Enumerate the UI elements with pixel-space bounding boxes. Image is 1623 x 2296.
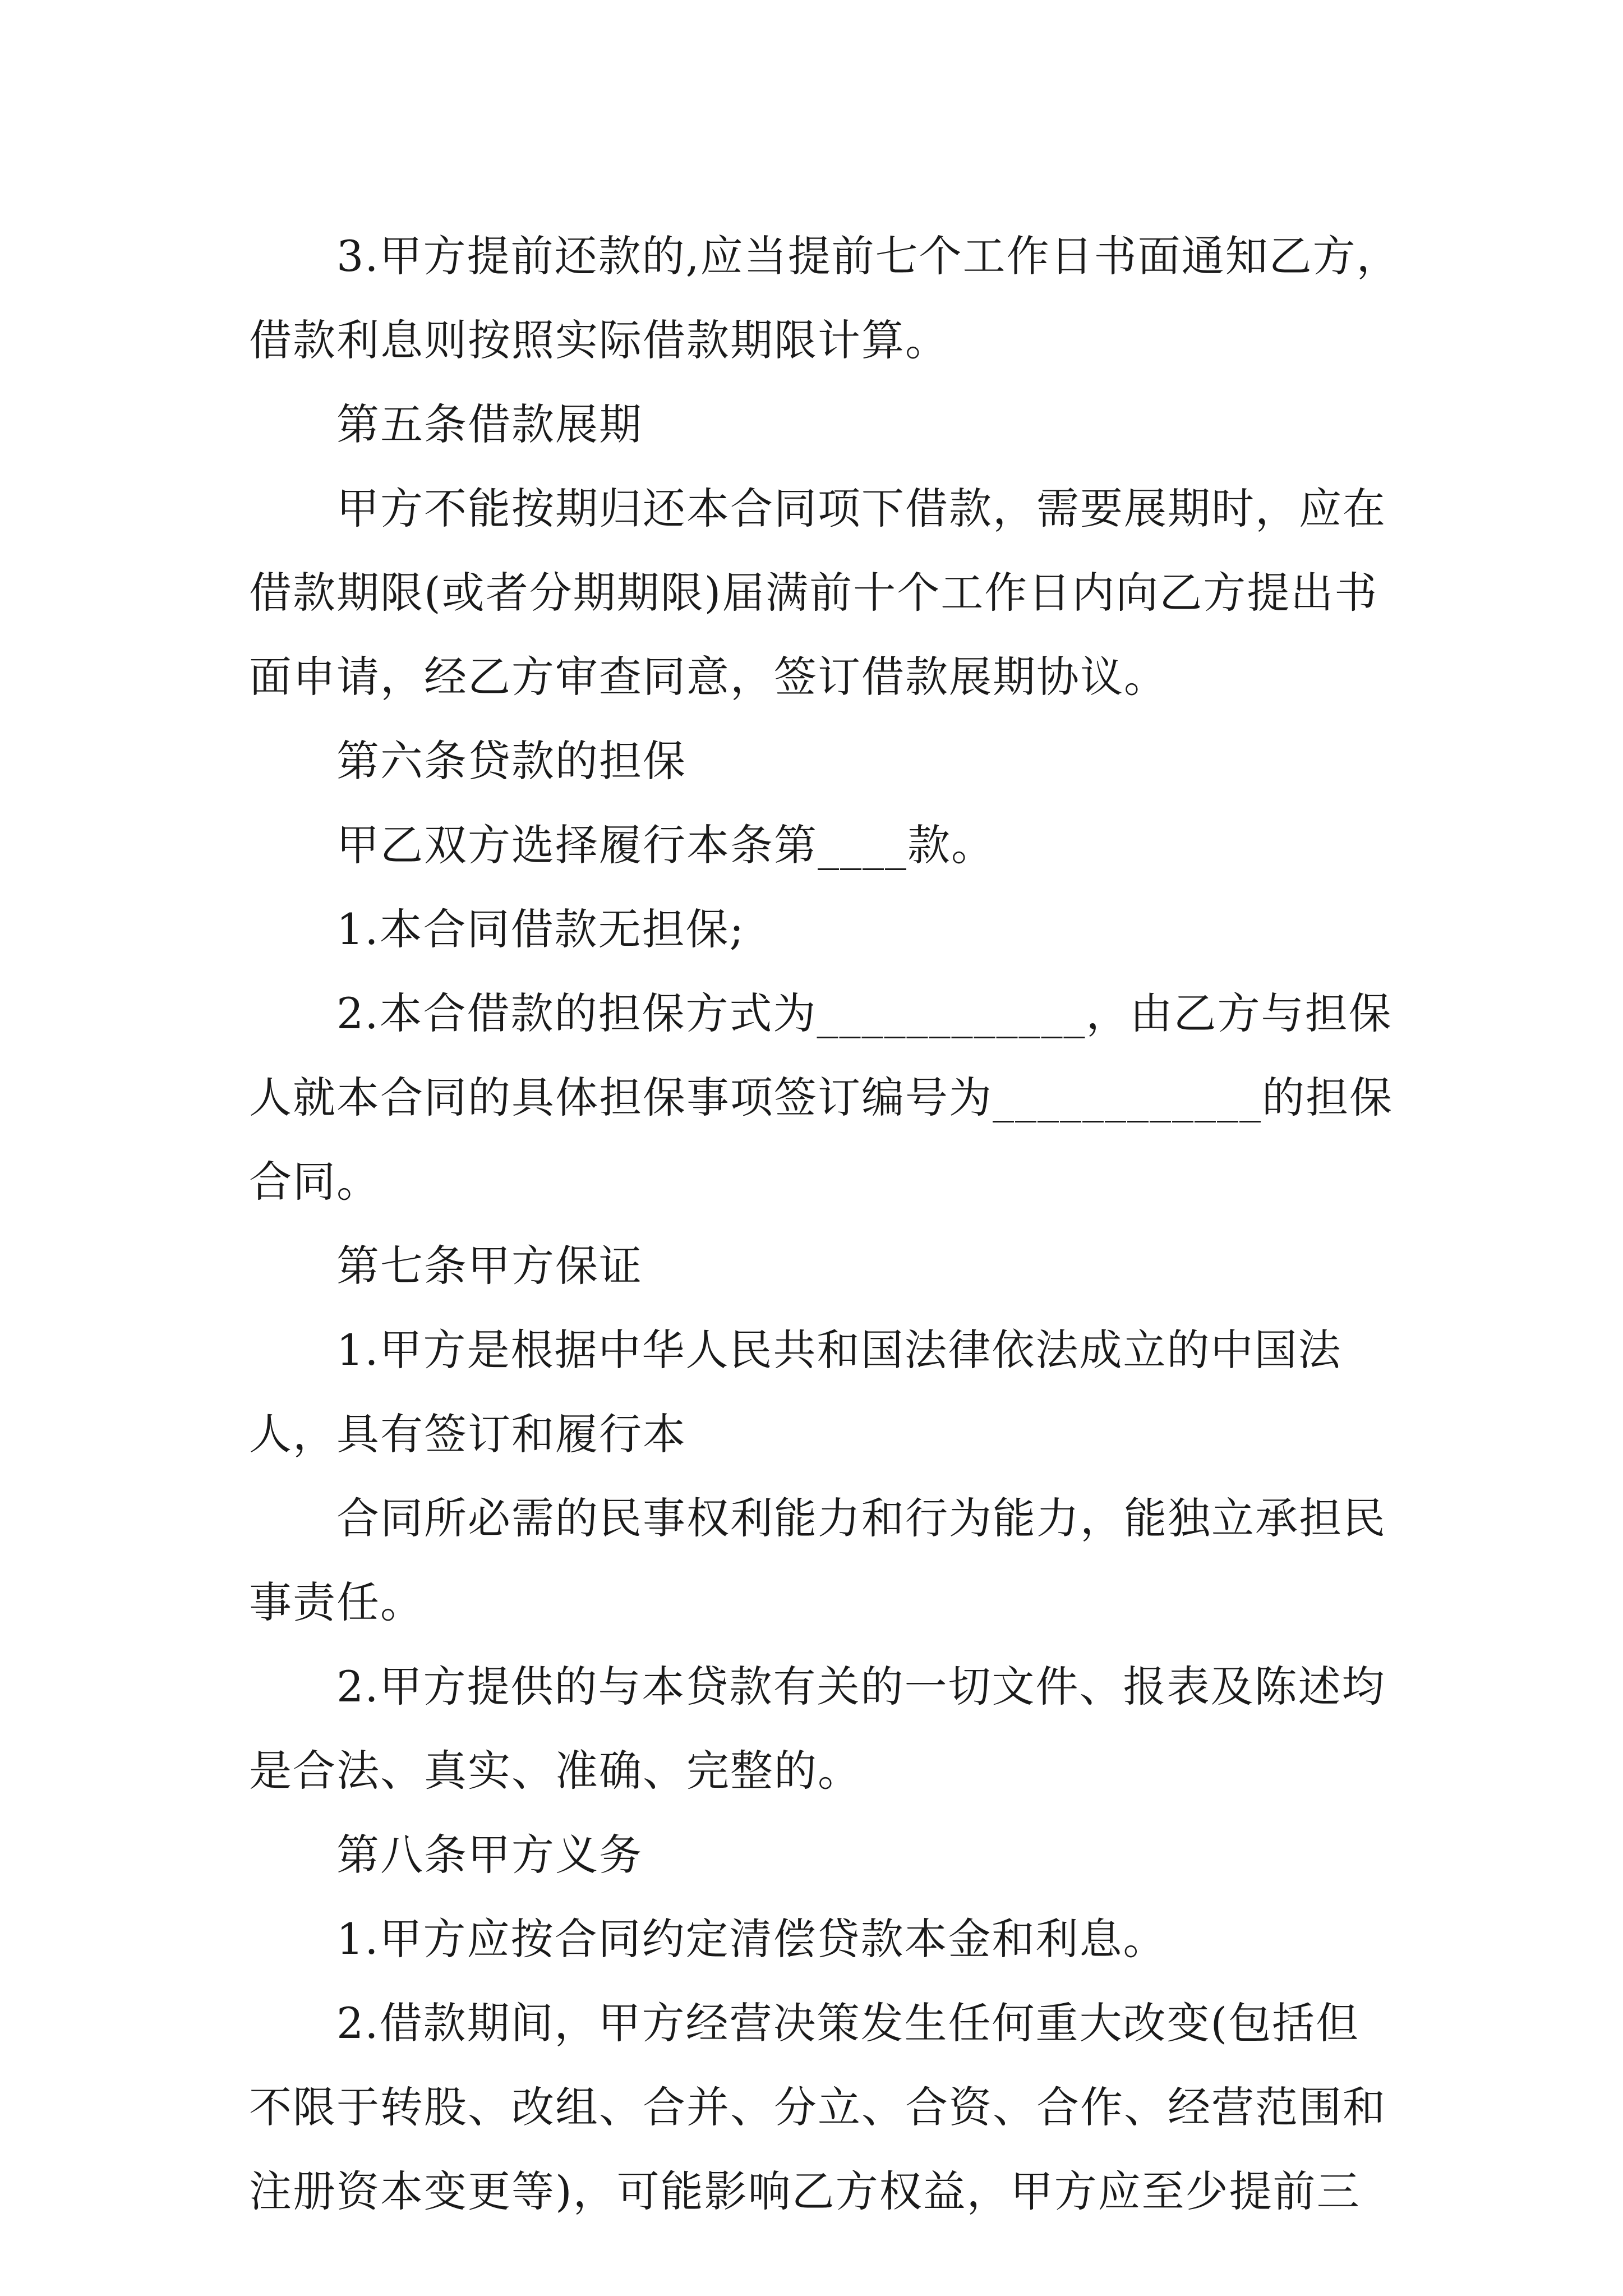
paragraph-line: 事责任。 (249, 1577, 424, 1627)
paragraph-line: 2.本合借款的担保方式为____________，由乙方与担保 (336, 988, 1393, 1038)
paragraph-line: 3.甲方提前还款的,应当提前七个工作日书面通知乙方， (336, 231, 1400, 281)
section-heading: 第七条甲方保证 (336, 1241, 643, 1291)
paragraph-line: 人，具有签订和履行本 (249, 1409, 686, 1459)
paragraph-line: 是合法、真实、准确、完整的。 (249, 1746, 861, 1796)
paragraph-line: 2.借款期间，甲方经营决策发生任何重大改变(包括但 (336, 1998, 1360, 2048)
paragraph-line: 不限于转股、改组、合并、分立、合资、合作、经营范围和 (249, 2082, 1386, 2132)
paragraph-line: 甲乙双方选择履行本条第____款。 (336, 820, 995, 870)
paragraph-line: 借款期限(或者分期期限)届满前十个工作日内向乙方提出书 (249, 568, 1378, 618)
paragraph-line: 面申请，经乙方审查同意，签订借款展期协议。 (249, 652, 1168, 702)
paragraph-line: 2.甲方提供的与本贷款有关的一切文件、报表及陈述均 (336, 1662, 1386, 1711)
section-heading: 第六条贷款的担保 (336, 736, 686, 786)
paragraph-line: 1.本合同借款无担保; (336, 904, 745, 954)
paragraph-line: 1.甲方应按合同约定清偿贷款本金和利息。 (336, 1914, 1167, 1964)
paragraph-line: 注册资本变更等)，可能影响乙方权益，甲方应至少提前三 (249, 2166, 1361, 2216)
paragraph-line: 合同所必需的民事权利能力和行为能力，能独立承担民 (336, 1493, 1386, 1543)
paragraph-line: 借款利息则按照实际借款期限计算。 (249, 315, 949, 365)
paragraph-line: 甲方不能按期归还本合同项下借款，需要展期时，应在 (336, 484, 1386, 533)
section-heading: 第八条甲方义务 (336, 1830, 643, 1880)
paragraph-line: 1.甲方是根据中华人民共和国法律依法成立的中国法 (336, 1325, 1342, 1375)
paragraph-line: 人就本合同的具体担保事项签订编号为____________的担保 (249, 1073, 1393, 1122)
paragraph-line: 合同。 (249, 1157, 380, 1207)
document-body (249, 214, 1444, 2234)
section-heading: 第五条借款展期 (336, 399, 643, 449)
